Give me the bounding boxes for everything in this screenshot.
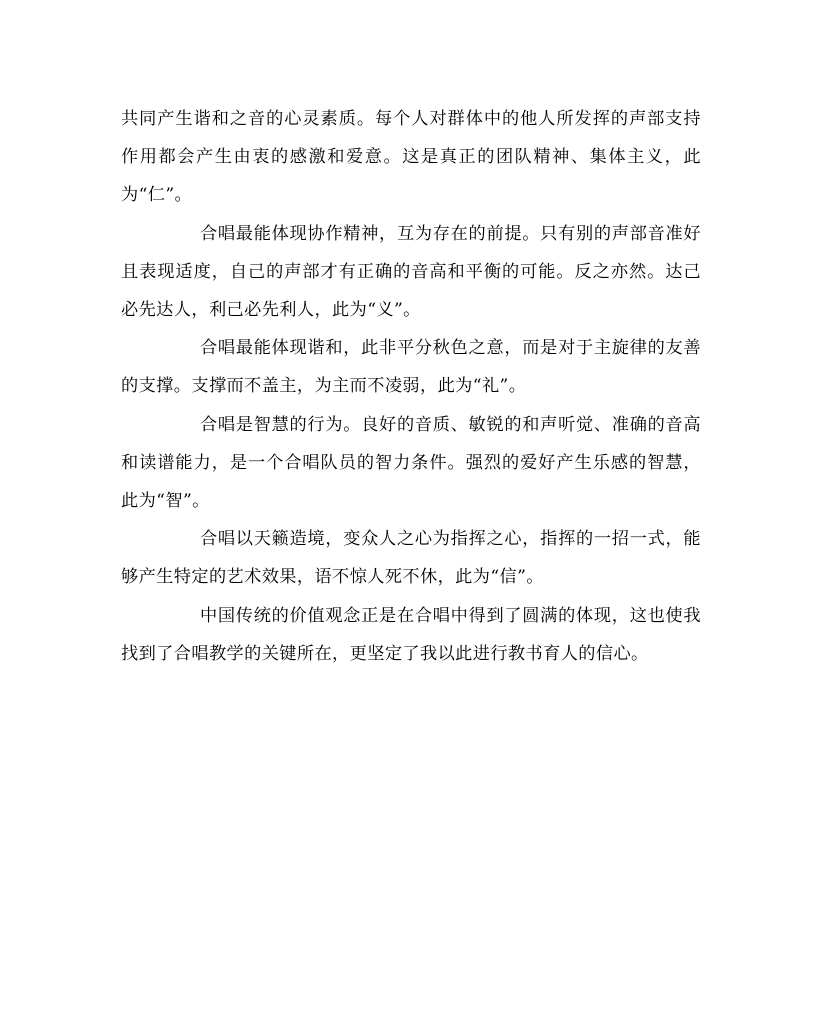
- paragraph-zhi: 合唱以天籁造境，变众人之心为指挥之心，指挥的一招一式，能够产生特定的艺术效果，语不惊人死不休，此为“信”。: [121, 529, 701, 588]
- paragraph-continuation: 共同产生谐和之音的心灵素质。每个人对群体中的他人所发挥的声部支持作用都会产生由衷的感激和爱意。这是真正的团队精神、集体主义，此为“仁”。: [121, 109, 701, 206]
- paragraph-ren: 合唱最能体现协作精神，互为存在的前提。只有别的声部音准好且表现适度，自己的声部才有正确的音高和平衡的可能。反之亦然。达己必先达人，利己必先利人，此为“义”。: [121, 223, 701, 321]
- paragraph-li: 合唱是智慧的行为。良好的音质、敏锐的和声听觉、准确的音高和读谱能力，是一个合唱队员的智力条件。强烈的爱好产生乐感的智慧，此为“智”。: [121, 414, 701, 512]
- paragraph-yi: 合唱最能体现谐和，此非平分秋色之意，而是对于主旋律的友善的支撑。支撑而不盖主，为主而不凌弱，此为“礼”。: [121, 338, 701, 397]
- body-text: [121, 100, 701, 673]
- paragraph-conclusion: 中国传统的价值观念正是在合唱中得到了圆满的体现，这也使我找到了合唱教学的关键所在，更坚定了我以此进行教书育人的信心。: [121, 605, 701, 664]
